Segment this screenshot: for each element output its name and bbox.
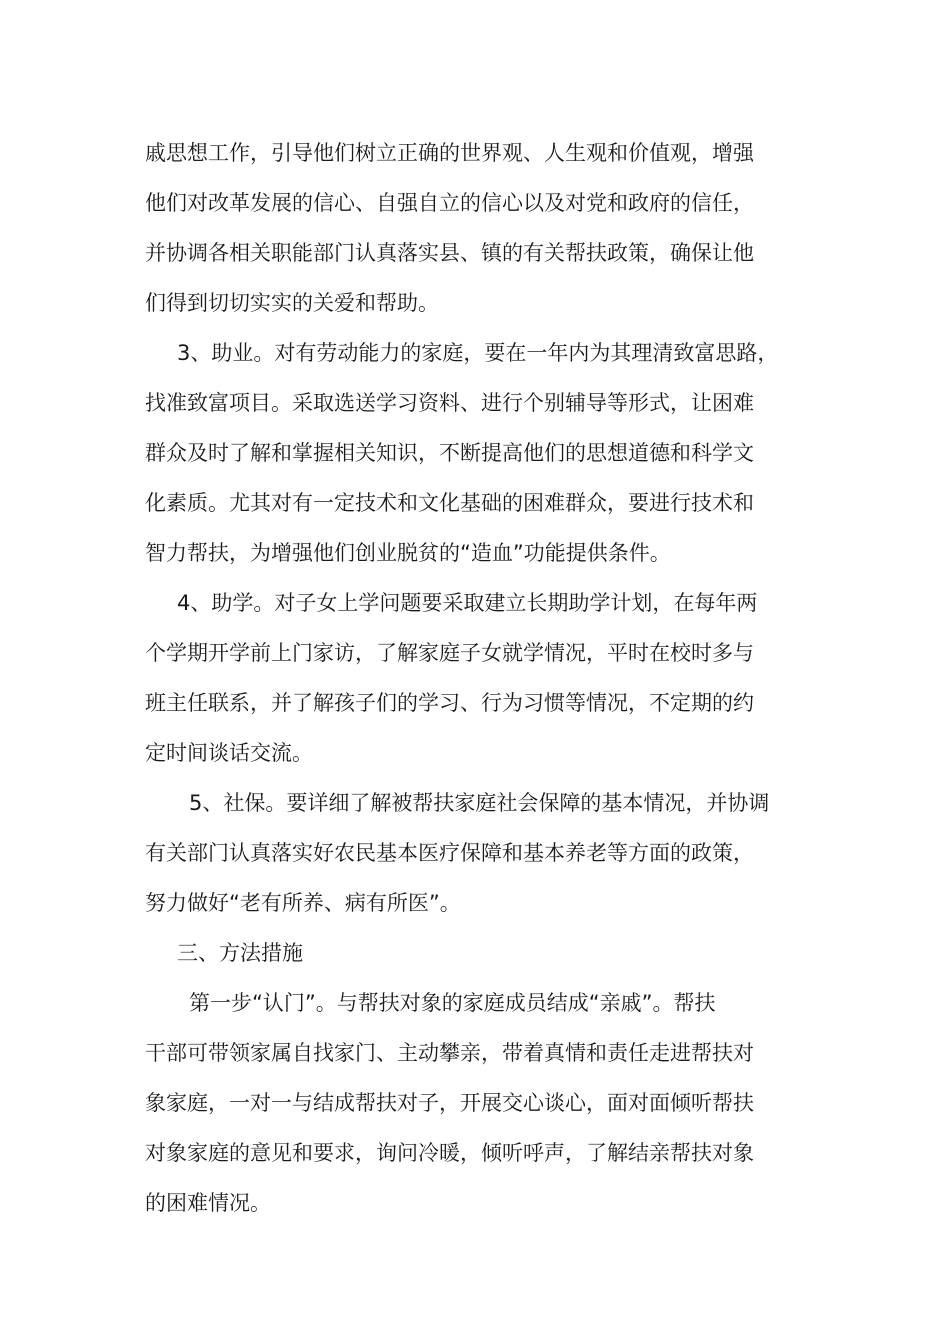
document-body <box>145 128 825 1228</box>
text-line: 干部可带领家属自找家门、主动攀亲，带着真情和责任走进帮扶对 <box>145 1041 754 1065</box>
text-line: 象家庭，一对一与结成帮扶对子，开展交心谈心，面对面倾听帮扶 <box>145 1091 754 1115</box>
paragraph-start-step-one: 第一步“认门”。与帮扶对象的家庭成员结成“亲戚”。帮扶 <box>189 991 716 1015</box>
text-line: 找准致富项目。采取选送学习资料、进行个别辅导等形式，让困难 <box>145 391 754 415</box>
text-line: 戚思想工作，引导他们树立正确的世界观、人生观和价值观，增强 <box>145 141 754 165</box>
text-line: 班主任联系，并了解孩子们的学习、行为习惯等情况，不定期的约 <box>145 691 754 715</box>
text-line: 对象家庭的意见和要求，询问冷暖，倾听呼声，了解结亲帮扶对象 <box>145 1141 754 1165</box>
text-line: 们得到切切实实的关爱和帮助。 <box>145 291 439 315</box>
text-line: 个学期开学前上门家访，了解家庭子女就学情况，平时在校时多与 <box>145 641 754 665</box>
text-line: 他们对改革发展的信心、自强自立的信心以及对党和政府的信任， <box>145 191 754 215</box>
text-line: 的困难情况。 <box>145 1191 271 1215</box>
paragraph-start-shebao: 5、社保。要详细了解被帮扶家庭社会保障的基本情况，并协调 <box>189 791 770 815</box>
paragraph-start-zhuye: 3、助业。对有劳动能力的家庭，要在一年内为其理清致富思路， <box>177 341 779 365</box>
text-line: 智力帮扶，为增强他们创业脱贫的“造血”功能提供条件。 <box>145 541 671 565</box>
text-line: 化素质。尤其对有一定技术和文化基础的困难群众，要进行技术和 <box>145 491 754 515</box>
section-heading-methods: 三、方法措施 <box>177 941 303 965</box>
text-line: 努力做好“老有所养、病有所医”。 <box>145 891 461 915</box>
text-line: 群众及时了解和掌握相关知识，不断提高他们的思想道德和科学文 <box>145 441 754 465</box>
text-line: 有关部门认真落实好农民基本医疗保障和基本养老等方面的政策， <box>145 841 754 865</box>
text-line: 并协调各相关职能部门认真落实县、镇的有关帮扶政策，确保让他 <box>145 241 754 265</box>
paragraph-start-zhuxue: 4、助学。对子女上学问题要采取建立长期助学计划，在每年两 <box>177 591 758 615</box>
text-line: 定时间谈话交流。 <box>145 741 313 765</box>
